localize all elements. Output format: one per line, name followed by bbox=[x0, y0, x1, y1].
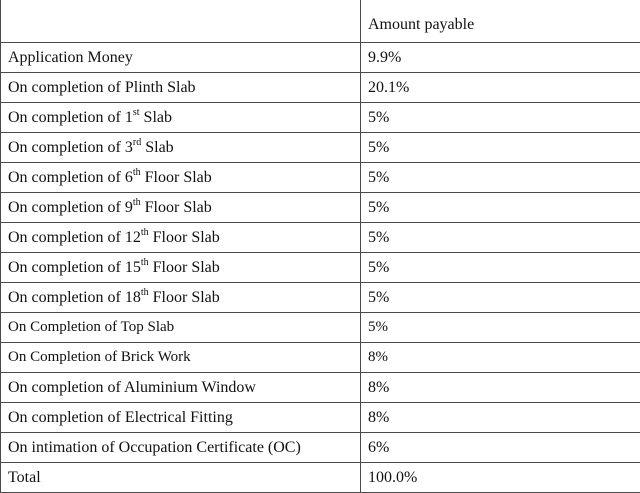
stage-cell bbox=[1, 283, 361, 313]
stage-text: Floor Slab bbox=[149, 259, 220, 276]
stage-cell: On Completion of Top Slab bbox=[1, 313, 361, 343]
amount-cell: 100.0% bbox=[361, 463, 640, 493]
table-row bbox=[1, 403, 640, 433]
stage-cell: On intimation of Occupation Certificate (OC) bbox=[1, 433, 361, 463]
stage-header-cell bbox=[1, 0, 361, 43]
amount-cell: 5% bbox=[361, 253, 640, 283]
table-row bbox=[1, 313, 640, 343]
stage-cell: On completion of Aluminium Window bbox=[1, 373, 361, 403]
table-row bbox=[1, 193, 640, 223]
stage-cell: Total bbox=[1, 463, 361, 493]
stage-cell bbox=[1, 193, 361, 223]
amount-cell: 5% bbox=[361, 103, 640, 133]
stage-text: Floor Slab bbox=[141, 169, 212, 186]
table-row bbox=[1, 73, 640, 103]
stage-text: Floor Slab bbox=[141, 199, 212, 216]
amount-cell: 5% bbox=[361, 193, 640, 223]
table-row bbox=[1, 433, 640, 463]
table-row bbox=[1, 283, 640, 313]
stage-cell bbox=[1, 253, 361, 283]
amount-cell: 5% bbox=[361, 313, 640, 343]
ordinal-suffix: th bbox=[141, 227, 149, 238]
stage-text: On completion of 18 bbox=[8, 289, 141, 306]
table-row bbox=[1, 463, 640, 493]
stage-text: On completion of 12 bbox=[8, 229, 141, 246]
amount-cell: 8% bbox=[361, 373, 640, 403]
stage-text: On completion of 1 bbox=[8, 109, 133, 126]
table-row bbox=[1, 223, 640, 253]
table-row bbox=[1, 373, 640, 403]
amount-cell: 5% bbox=[361, 223, 640, 253]
amount-cell: 5% bbox=[361, 163, 640, 193]
table-row bbox=[1, 133, 640, 163]
stage-cell bbox=[1, 133, 361, 163]
stage-cell: On Completion of Brick Work bbox=[1, 343, 361, 373]
stage-text: Floor Slab bbox=[149, 289, 220, 306]
ordinal-suffix: th bbox=[133, 197, 141, 208]
amount-cell: 9.9% bbox=[361, 43, 640, 73]
stage-text: On completion of 15 bbox=[8, 259, 141, 276]
stage-cell: On completion of Electrical Fitting bbox=[1, 403, 361, 433]
stage-cell bbox=[1, 223, 361, 253]
stage-text: On completion of 6 bbox=[8, 169, 133, 186]
stage-text: On completion of 9 bbox=[8, 199, 133, 216]
stage-text: Slab bbox=[141, 139, 173, 156]
table-row bbox=[1, 163, 640, 193]
stage-cell: On completion of Plinth Slab bbox=[1, 73, 361, 103]
ordinal-suffix: rd bbox=[133, 137, 141, 148]
amount-cell: 8% bbox=[361, 403, 640, 433]
amount-cell: 5% bbox=[361, 133, 640, 163]
ordinal-suffix: th bbox=[141, 287, 149, 298]
table-row bbox=[1, 343, 640, 373]
stage-cell bbox=[1, 103, 361, 133]
amount-cell: 20.1% bbox=[361, 73, 640, 103]
amount-cell: 5% bbox=[361, 283, 640, 313]
amount-cell: 6% bbox=[361, 433, 640, 463]
stage-cell: Application Money bbox=[1, 43, 361, 73]
ordinal-suffix: th bbox=[133, 167, 141, 178]
table-row bbox=[1, 103, 640, 133]
ordinal-suffix: st bbox=[133, 107, 140, 118]
stage-text: Slab bbox=[140, 109, 172, 126]
table-header-row bbox=[1, 0, 640, 43]
amount-cell: 8% bbox=[361, 343, 640, 373]
ordinal-suffix: th bbox=[141, 257, 149, 268]
table-row bbox=[1, 253, 640, 283]
stage-cell bbox=[1, 163, 361, 193]
stage-text: Floor Slab bbox=[149, 229, 220, 246]
stage-text: On completion of 3 bbox=[8, 139, 133, 156]
amount-header-cell: Amount payable bbox=[361, 0, 640, 43]
table-row bbox=[1, 43, 640, 73]
